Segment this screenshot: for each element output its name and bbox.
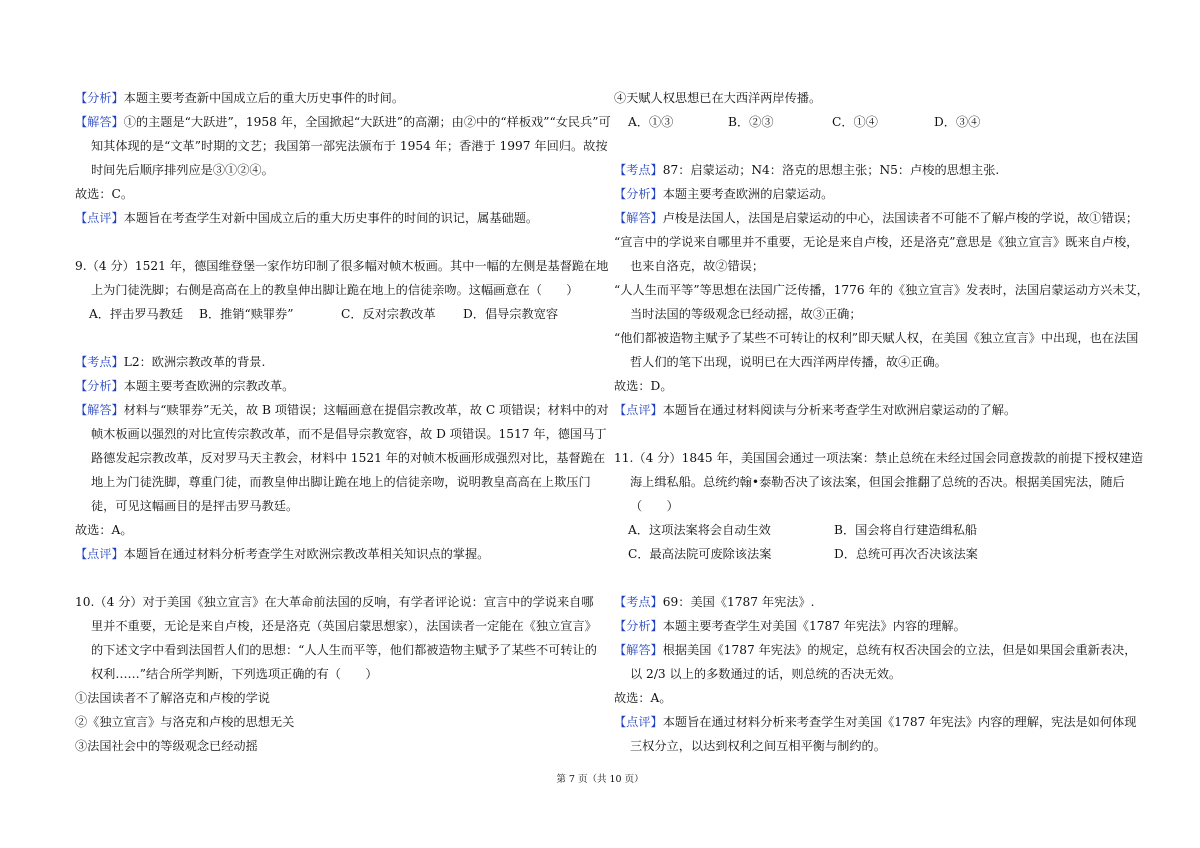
q9-analysis: 【分析】本题主要考查欧洲的宗教改革。 (75, 379, 295, 393)
q10-analysis: 【分析】本题主要考查欧洲的启蒙运动。 (614, 187, 834, 201)
q11-stem-line: （ ） (630, 499, 679, 513)
q8-answer: 【解答】①的主题是“大跃进”，1958 年，全国掀起“大跃进”的高潮；由②中的“样板戏”“女民兵”可 (75, 115, 611, 129)
answer-tag: 【解答】 (614, 211, 663, 225)
q10-comment: 【点评】本题旨在通过材料阅读与分析来考查学生对欧洲启蒙运动的了解。 (614, 403, 1017, 417)
q11-options-row-2 (614, 542, 1134, 566)
q9-options (75, 302, 595, 326)
q10-option-a: A．①③ (628, 115, 674, 129)
q11-comment-line: 三权分立，以达到权利之间互相平衡与制约的。 (630, 739, 886, 753)
q10-answer-line: 当时法国的等级观念已经动摇，故③正确； (630, 307, 862, 321)
q10-stem-line: 的下述文字中看到法国哲人们的思想：“人人生而平等，他们都被造物主赋予了某些不可转让的 (91, 643, 597, 657)
comment-tag: 【点评】 (614, 403, 663, 417)
q8-comment: 【点评】本题旨在考查学生对新中国成立后的重大历史事件的时间的识记，属基础题。 (75, 211, 539, 225)
q10-statement-3: ③法国社会中的等级观念已经动摇 (75, 739, 258, 753)
q10-option-b: B．②③ (728, 115, 774, 129)
q11-answer: 【解答】根据美国《1787 年宪法》的规定，总统有权否决国会的立法，但是如果国会重新表决， (614, 643, 1137, 657)
comment-tag: 【点评】 (75, 547, 124, 561)
q10-statement-4: ④天赋人权思想已在大西洋两岸传播。 (614, 91, 822, 105)
point-tag: 【考点】 (614, 163, 663, 177)
q9-option-c: C．反对宗教改革 (341, 307, 436, 321)
point-tag: 【考点】 (75, 355, 124, 369)
q11-choice: 故选：A。 (614, 691, 672, 705)
q9-stem-line: 上为门徒洗脚；右侧是高高在上的教皇伸出脚让跪在地上的信徒亲吻。这幅画意在（ ） (91, 283, 579, 297)
q11-point: 【考点】69：美国《1787 年宪法》. (614, 595, 815, 609)
q10-answer-line: 也来自洛克，故②错误； (630, 259, 765, 273)
q10-point: 【考点】87：启蒙运动；N4：洛克的思想主张；N5：卢梭的思想主张. (614, 163, 1000, 177)
q11-option-a: A．这项法案将会自动生效 (628, 523, 771, 537)
q10-statement-1: ①法国读者不了解洛克和卢梭的学说 (75, 691, 270, 705)
q9-comment: 【点评】本题旨在通过材料分析考查学生对欧洲宗教改革相关知识点的掌握。 (75, 547, 490, 561)
analysis-tag: 【分析】 (75, 379, 124, 393)
q9-stem: 9.（4 分）1521 年，德国维登堡一家作坊印制了很多幅对帧木板画。其中一幅的左侧是基督跪在地 (75, 259, 609, 273)
q10-stem-line: 权利……”结合所学判断，下列选项正确的有（ ） (91, 667, 378, 681)
q11-option-b: B．国会将自行建造缉私船 (834, 523, 978, 537)
q9-option-b: B．推销“赎罪券” (199, 307, 294, 321)
q11-comment: 【点评】本题旨在通过材料分析来考查学生对美国《1787 年宪法》内容的理解，宪法是如何体现 (614, 715, 1137, 729)
analysis-tag: 【分析】 (614, 619, 663, 633)
q10-choice: 故选：D。 (614, 379, 673, 393)
q9-option-d: D．倡导宗教宽容 (463, 307, 559, 321)
q9-answer-line: 徒，可见这幅画目的是抨击罗马教廷。 (91, 499, 299, 513)
comment-tag: 【点评】 (75, 211, 124, 225)
q11-analysis: 【分析】本题主要考查学生对美国《1787 年宪法》内容的理解。 (614, 619, 966, 633)
q10-stem-line: 里并不重要，无论是来自卢梭，还是洛克（英国启蒙思想家），法国读者一定能在《独立宣言》 (91, 619, 597, 633)
q11-option-d: D．总统可再次否决该法案 (834, 547, 978, 561)
q11-stem: 11.（4 分）1845 年，美国国会通过一项法案：禁止总统在未经过国会同意拨款的前提下授权建造 (614, 451, 1144, 465)
q10-answer-line: “他们都被造物主赋予了某些不可转让的权利”即天赋人权，在美国《独立宣言》中出现，也在法国 (614, 331, 1139, 345)
q10-option-d: D．③④ (934, 115, 981, 129)
q10-statement-2: ②《独立宣言》与洛克和卢梭的思想无关 (75, 715, 295, 729)
q10-answer-line: 哲人们的笔下出现，说明已在大西洋两岸传播，故④正确。 (630, 355, 947, 369)
q11-option-c: C．最高法院可废除该法案 (628, 547, 772, 561)
q10-stem: 10.（4 分）对于美国《独立宣言》在大革命前法国的反响，有学者评论说：宣言中的学说来自哪 (75, 595, 594, 609)
q10-answer-line: “人人生而平等”等思想在法国广泛传播，1776 年的《独立宣言》发表时，法国启蒙运动方兴未艾， (614, 283, 1149, 297)
q9-answer-line: 帧木板画以强烈的对比宣传宗教改革，而不是倡导宗教宽容，故 D 项错误。1517 年，德国马丁 (91, 427, 607, 441)
comment-tag: 【点评】 (614, 715, 663, 729)
left-column (75, 86, 611, 758)
page-footer: 第 7 页（共 10 页） (556, 774, 644, 785)
q11-answer-line: 以 2/3 以上的多数通过的话，则总统的否决无效。 (630, 667, 902, 681)
q11-options-row-1 (614, 518, 1134, 542)
q8-analysis: 【分析】本题主要考查新中国成立后的重大历史事件的时间。 (75, 91, 405, 105)
answer-tag: 【解答】 (75, 115, 124, 129)
analysis-tag: 【分析】 (75, 91, 124, 105)
q10-answer: 【解答】卢梭是法国人，法国是启蒙运动的中心，法国读者不可能不了解卢梭的学说，故①错误； (614, 211, 1139, 225)
q9-point: 【考点】L2：欧洲宗教改革的背景. (75, 355, 266, 369)
q8-choice: 故选：C。 (75, 187, 134, 201)
answer-tag: 【解答】 (614, 643, 663, 657)
q8-answer-line: 知其体现的是“文革”时期的文艺；我国第一部宪法颁布于 1954 年；香港于 1997 年回归。故按 (91, 139, 608, 153)
q10-option-c: C．①④ (832, 115, 878, 129)
q9-answer-line: 路德发起宗教改革，反对罗马天主教会，材料中 1521 年的对帧木板画形成强烈对比，基督跪在 (91, 451, 606, 465)
q10-options (614, 110, 1134, 134)
answer-tag: 【解答】 (75, 403, 124, 417)
q8-answer-line: 时间先后顺序排列应是③①②④。 (91, 163, 274, 177)
q11-stem-line: 海上缉私船。总统约翰•泰勒否决了该法案，但国会推翻了总统的否决。根据美国宪法，随后 (630, 475, 1125, 489)
q9-choice: 故选：A。 (75, 523, 133, 537)
point-tag: 【考点】 (614, 595, 663, 609)
q9-option-a: A．抨击罗马教廷 (89, 307, 184, 321)
q9-answer-line: 地上为门徒洗脚，尊重门徒，而教皇伸出脚让跪在地上的信徒亲吻，说明教皇高高在上欺压门 (91, 475, 591, 489)
q10-answer-line: “宣言中的学说来自哪里并不重要，无论是来自卢梭，还是洛克”意思是《独立宣言》既来自卢梭， (614, 235, 1139, 249)
q9-answer: 【解答】材料与“赎罪券”无关，故 B 项错误；这幅画意在提倡宗教改革，故 C 项错误；材料中的对 (75, 403, 609, 417)
analysis-tag: 【分析】 (614, 187, 663, 201)
right-column (614, 86, 1149, 758)
